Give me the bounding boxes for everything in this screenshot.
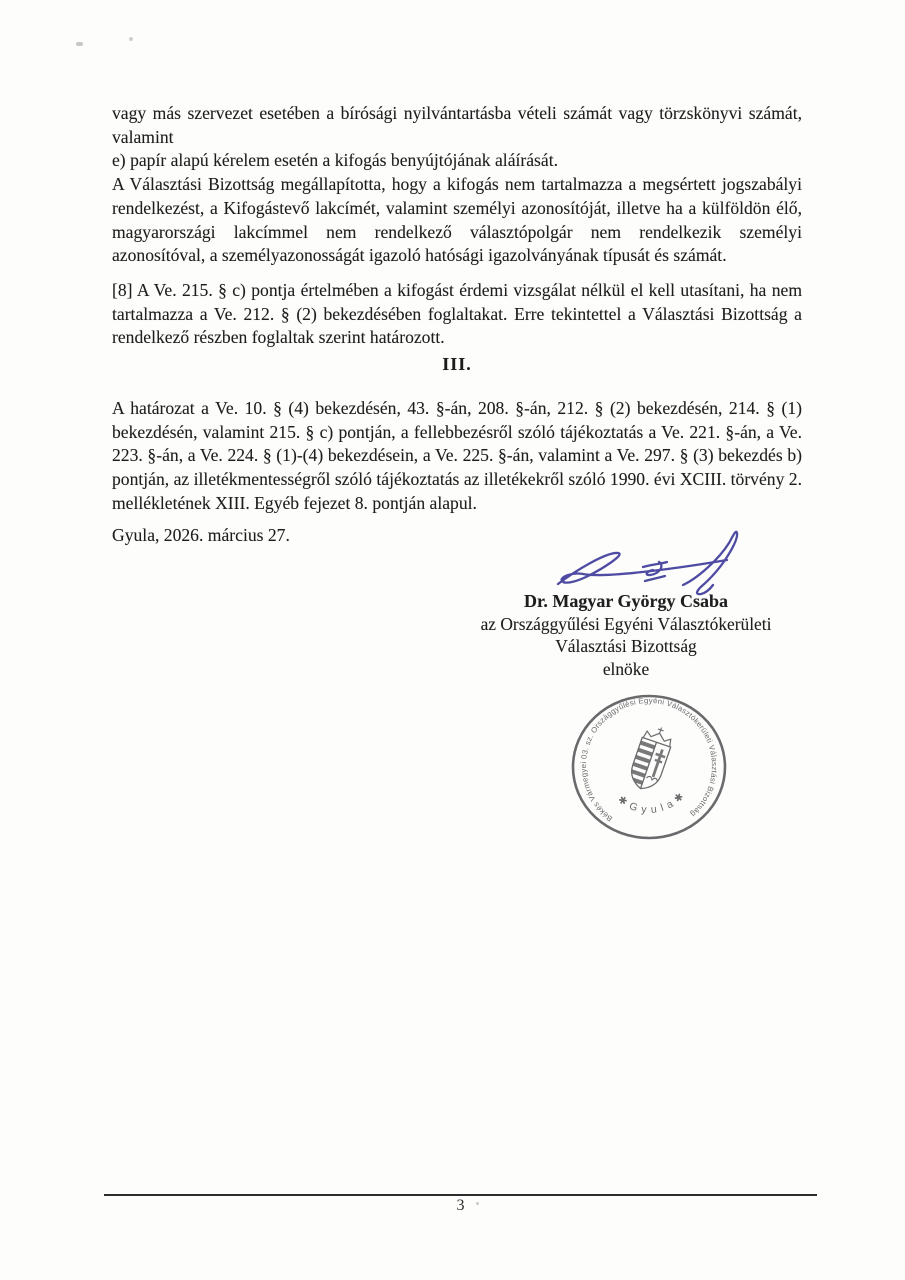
paragraph-point-e: e) papír alapú kérelem esetén a kifogás benyújtójának aláírását. — [112, 150, 558, 171]
stamp-outer-ring — [573, 696, 725, 838]
stamp-ring-text: Békés Vármegyei 03. sz. Országgyűlési Egyéni Választókerületi Választási Bizottság — [578, 695, 720, 824]
stamp-coat-of-arms — [626, 723, 675, 794]
footer-divider-line — [104, 1194, 817, 1196]
paragraph-8: [8] A Ve. 215. § c) pontja értelmében a kifogást érdemi vizsgálat nélkül el kell utasítani, ha nem tartalmazza a Ve. 212. § (2) bekezdésében foglaltakat. Erre tekintettel a Választási Bizottság a rendelkező részben foglaltak szerint határozott. — [112, 280, 802, 348]
signer-organization-line2: Választási Bizottság — [555, 636, 697, 657]
date-place-line: Gyula, 2026. március 27. — [112, 525, 290, 545]
paragraph-registration-number: vagy más szervezet esetében a bírósági nyilvántartásba vételi számát vagy törzskönyvi számát, valamint — [112, 103, 802, 147]
signer-organization-line1: az Országgyűlési Egyéni Választókerületi — [480, 613, 772, 634]
signature-block — [436, 590, 816, 680]
scan-speck — [129, 37, 133, 41]
official-stamp-seal — [569, 694, 729, 844]
signer-name: Dr. Magyar György Csaba — [524, 591, 728, 611]
scan-speck — [76, 42, 83, 46]
paragraph-group-intro — [112, 102, 802, 268]
signer-role: elnöke — [602, 658, 650, 679]
crown-cross — [657, 727, 665, 735]
stamp-bottom-text: ✱ G y u l a ✱ — [615, 789, 688, 816]
svg-text:✱ G y u l a ✱ — [615, 790, 687, 816]
paragraph-committee-finding: A Választási Bizottság megállapította, hogy a kifogás nem tartalmazza a megsértett jogszabályi rendelkezést, a Kifogástevő lakcímét, valamint személyi azonosítóját, illetve ha a külföldön élő, magyarországi lakcímmel nem rendelkező választópolgár nem rendelkezik személyi azonosítóval, a személyazonosságát igazoló hatósági igazolványának típusát és számát. — [112, 174, 802, 266]
signature-stroke-left-loop — [558, 553, 727, 584]
section-heading-iii: III. — [442, 354, 472, 374]
paragraph-legal-basis: A határozat a Ve. 10. § (4) bekezdésén, 43. §-án, 208. §-án, 212. § (2) bekezdésén, 214. § (1) bekezdésén, valamint 215. § c) pontján, a fellebbezésről szóló tájékoztatás a Ve. 221. §-án, a Ve. 223. §-án, a Ve. 224. § (1)-(4) bekezdésein, a Ve. 225. §-án, valamint a Ve. 297. § (3) bekezdés b) pontján, az illetékmentességről szóló tájékoztatás az illetékekről szóló 1990. évi XCIII. törvény 2. mellékletének XIII. Egyéb fejezet 8. pontján alapul. — [112, 398, 802, 513]
page-number: 3 — [456, 1197, 465, 1214]
